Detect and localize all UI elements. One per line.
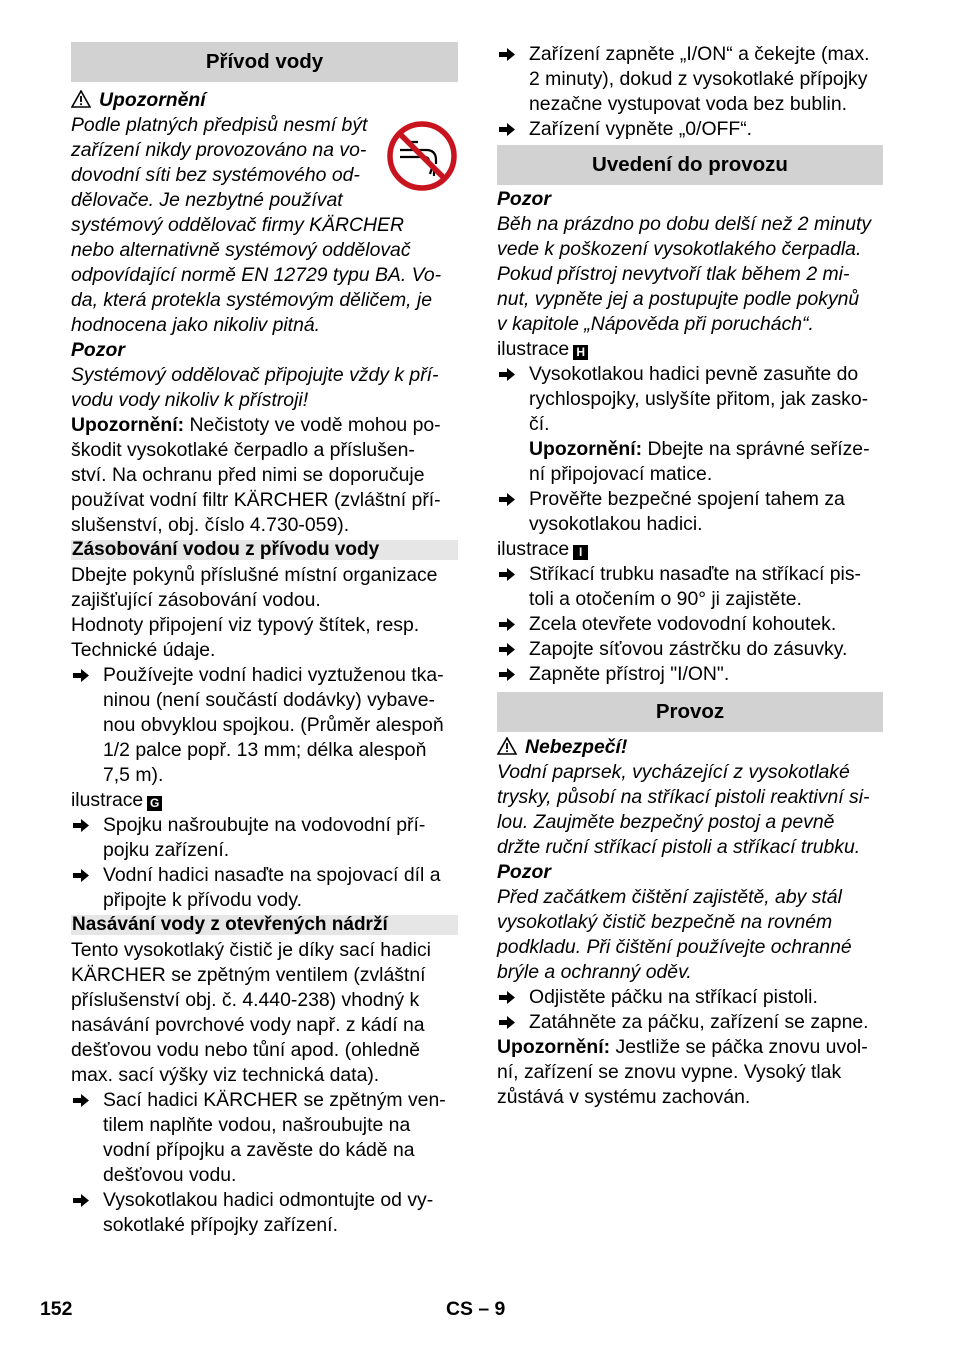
list-item-text: rychlospojky, uslyšíte přitom, jak zasko- <box>529 388 869 410</box>
note-text: používat vodní filtr KÄRCHER (zvláštní pří- <box>71 489 441 511</box>
list-item-text: Vysokotlakou hadici pevně zasuňte do <box>529 363 859 385</box>
list-item-text: pojku zařízení. <box>103 839 230 861</box>
body-text: Tento vysokotlaký čistič je díky sací hadici <box>71 939 431 961</box>
note-text: ství. Na ochranu před nimi se doporučuje <box>71 464 425 486</box>
illustration-ref <box>497 537 883 562</box>
section-heading-commissioning: Uvedení do provozu <box>497 145 883 185</box>
arrow-right-icon <box>497 1010 517 1035</box>
body-text: dešťovou vodu nebo tůní apod. (ohledně <box>71 1039 421 1061</box>
list-item-text: Odjistěte páčku na stříkací pistoli. <box>529 986 818 1008</box>
note-text: slušenství, obj. číslo 4.730-059). <box>71 514 350 536</box>
list-item <box>497 662 883 687</box>
list-item-text: 7,5 m). <box>103 764 164 786</box>
body-text: max. sací výšky viz technická data). <box>71 1064 380 1086</box>
danger-label: Nebezpečí! <box>525 736 628 758</box>
warning-text: nebo alternativně systémový oddělovač <box>71 239 411 261</box>
subheading-mains-supply: Zásobování vodou z přívodu vody <box>71 540 458 560</box>
body-text: Technické údaje. <box>71 639 216 661</box>
illustration-letter-badge: H <box>573 345 588 360</box>
illustration-label: ilustrace <box>71 789 144 811</box>
caution-text: podkladu. Při čištění používejte ochranné <box>497 936 852 958</box>
body-text: KÄRCHER se zpětným ventilem (zvláštní <box>71 964 426 986</box>
list-item-text: Zcela otevřete vodovodní kohoutek. <box>529 613 837 635</box>
note-paragraph <box>497 437 883 462</box>
list-item-text: vysokotlakou hadici. <box>529 513 703 535</box>
list-item-text: Spojku našroubujte na vodovodní pří- <box>103 814 426 836</box>
caution-text: v kapitole „Nápověda při poruchách“. <box>497 313 814 335</box>
warning-text: zařízení nikdy provozováno na vo- <box>71 139 367 161</box>
list-item <box>497 612 883 637</box>
list-item-text: Zapněte přístroj "I/ON". <box>529 663 730 685</box>
caution-text: Pokud přístroj nevytvoří tlak během 2 mi- <box>497 263 850 285</box>
list-item-text: ninou (není součástí dodávky) vybave- <box>103 689 435 711</box>
note-text: Jestliže se páčka znovu uvol- <box>610 1036 868 1058</box>
list-item <box>497 1010 883 1035</box>
page-number: 152 <box>40 1298 73 1320</box>
list-item-text: Sací hadici KÄRCHER se zpětným ven- <box>103 1089 446 1111</box>
list-item-text: nezačne vystupovat voda bez bublin. <box>529 93 848 115</box>
illustration-letter-badge: I <box>573 545 588 560</box>
arrow-right-icon <box>71 813 91 838</box>
list-item-text: 2 minuty), dokud z vysokotlaké přípojky <box>529 68 868 90</box>
no-drinking-water-icon <box>386 120 458 192</box>
warning-text: Podle platných předpisů nesmí být <box>71 114 368 136</box>
list-item-text: Používejte vodní hadici vyztuženou tka- <box>103 664 444 686</box>
list-item-text: Vysokotlakou hadici odmontujte od vy- <box>103 1189 434 1211</box>
caution-text: nut, vypněte jej a postupujte podle pokynů <box>497 288 860 310</box>
arrow-right-icon <box>71 1188 91 1213</box>
warning-triangle-icon <box>497 737 517 755</box>
list-item <box>71 1088 458 1188</box>
caution-text: vodu vody nikoliv k přístroji! <box>71 389 309 411</box>
arrow-right-icon <box>497 117 517 142</box>
list-item <box>497 637 883 662</box>
warning-text: systémový oddělovač firmy KÄRCHER <box>71 214 404 236</box>
list-item <box>497 985 883 1010</box>
note-text: zůstává v systému zachován. <box>497 1086 751 1108</box>
danger-text: trysky, působí na stříkací pistoli reaktivní si- <box>497 786 870 808</box>
note-text: Nečistoty ve vodě mohou po- <box>184 414 441 436</box>
body-text: nasávání povrchové vody např. z kádí na <box>71 1014 425 1036</box>
list-item-text: Vodní hadici nasaďte na spojovací díl a <box>103 864 441 886</box>
list-item-text: Prověřte bezpečné spojení tahem za <box>529 488 845 510</box>
illustration-label: ilustrace <box>497 538 570 560</box>
section-indicator: CS – 9 <box>446 1298 506 1320</box>
arrow-right-icon <box>497 487 517 512</box>
list-item-text: nou obvyklou spojkou. (Průměr alespoň <box>103 714 444 736</box>
caution-text: Běh na prázdno po dobu delší než 2 minuty <box>497 213 872 235</box>
danger-text: držte ruční stříkací pistoli a stříkací trubku. <box>497 836 861 858</box>
warning-triangle-icon <box>71 90 91 108</box>
arrow-right-icon <box>71 663 91 688</box>
caution-text: Systémový oddělovač připojujte vždy k pří- <box>71 364 439 386</box>
warning-text: da, která protekla systémovým děličem, je <box>71 289 433 311</box>
caution-text: vede k poškození vysokotlakého čerpadla. <box>497 238 862 260</box>
arrow-right-icon <box>497 42 517 67</box>
caution-text: vysokotlaký čistič bezpečně na rovném <box>497 911 833 933</box>
list-item-text: Zapojte síťovou zástrčku do zásuvky. <box>529 638 848 660</box>
warning-text: dovodní síti bez systémového od- <box>71 164 360 186</box>
body-text: příslušenství obj. č. 4.440-238) vhodný k <box>71 989 420 1011</box>
note-text: Dbejte na správné seříze- <box>642 438 870 460</box>
list-item-text: Zařízení vypněte „0/OFF“. <box>529 118 753 140</box>
list-item <box>497 117 883 142</box>
warning-text: dělovače. Je nezbytné používat <box>71 189 343 211</box>
list-item-text: Zatáhněte za páčku, zařízení se zapne. <box>529 1011 869 1033</box>
section-heading-water-supply: Přívod vody <box>71 42 458 82</box>
arrow-right-icon <box>497 562 517 587</box>
list-item-text: tilem naplňte vodou, našroubujte na <box>103 1114 411 1136</box>
danger-text: lou. Zaujměte bezpečný postoj a pevně <box>497 811 835 833</box>
danger-title <box>497 735 883 760</box>
body-text: zajišťující zásobování vodou. <box>71 589 321 611</box>
body-text: Hodnoty připojení viz typový štítek, resp. <box>71 614 420 636</box>
note-label: Upozornění: <box>497 1036 611 1058</box>
list-item-text: dešťovou vodu. <box>103 1164 237 1186</box>
warning-label: Upozornění <box>99 89 206 111</box>
list-item-text: toli a otočením o 90° ji zajistěte. <box>529 588 802 610</box>
list-item <box>71 663 458 788</box>
caution-label: Pozor <box>71 339 125 361</box>
illustration-letter-badge: G <box>147 796 162 811</box>
note-paragraph <box>71 413 458 438</box>
warning-text: hodnocena jako nikoliv pitná. <box>71 314 321 336</box>
arrow-right-icon <box>497 985 517 1010</box>
note-label: Upozornění: <box>71 414 185 436</box>
list-item <box>71 813 458 863</box>
list-item-text: připojte k přívodu vody. <box>103 889 303 911</box>
body-text: Dbejte pokynů příslušné místní organizace <box>71 564 438 586</box>
note-label: Upozornění: <box>529 438 643 460</box>
arrow-right-icon <box>497 612 517 637</box>
list-item-text: čí. <box>529 413 550 435</box>
arrow-right-icon <box>71 1088 91 1113</box>
note-text: ní, zařízení se znovu vypne. Vysoký tlak <box>497 1061 842 1083</box>
list-item-text: vodní přípojku a zavěste do kádě na <box>103 1139 415 1161</box>
list-item-text: sokotlaké přípojky zařízení. <box>103 1214 338 1236</box>
illustration-label: ilustrace <box>497 338 570 360</box>
caution-text: Před začátkem čištění zajistětě, aby stál <box>497 886 842 908</box>
section-heading-operation: Provoz <box>497 692 883 732</box>
note-text: ní připojovací matice. <box>529 463 713 485</box>
list-item <box>497 562 883 612</box>
arrow-right-icon <box>71 863 91 888</box>
note-paragraph <box>497 1035 883 1060</box>
list-item <box>71 863 458 913</box>
list-item-text: 1/2 palce popř. 13 mm; délka alespoň <box>103 739 427 761</box>
caution-text: brýle a ochranný oděv. <box>497 961 692 983</box>
left-column <box>71 42 458 1238</box>
list-item <box>497 362 883 437</box>
arrow-right-icon <box>497 362 517 387</box>
caution-label: Pozor <box>497 188 551 210</box>
list-item-text: Stříkací trubku nasaďte na stříkací pis- <box>529 563 861 585</box>
danger-text: Vodní paprsek, vycházející z vysokotlaké <box>497 761 850 783</box>
warning-title <box>71 88 458 113</box>
arrow-right-icon <box>497 662 517 687</box>
list-item-text: Zařízení zapněte „I/ON“ a čekejte (max. <box>529 43 870 65</box>
note-text: škodit vysokotlaké čerpadlo a příslušen- <box>71 439 415 461</box>
list-item <box>71 1188 458 1238</box>
subheading-open-containers: Nasávání vody z otevřených nádrží <box>71 915 458 935</box>
list-item <box>497 42 883 117</box>
illustration-ref <box>71 788 458 813</box>
arrow-right-icon <box>497 637 517 662</box>
right-column <box>497 42 883 1110</box>
illustration-ref <box>497 337 883 362</box>
list-item <box>497 487 883 537</box>
warning-text: odpovídající normě EN 12729 typu BA. Vo- <box>71 264 442 286</box>
caution-label: Pozor <box>497 861 551 883</box>
